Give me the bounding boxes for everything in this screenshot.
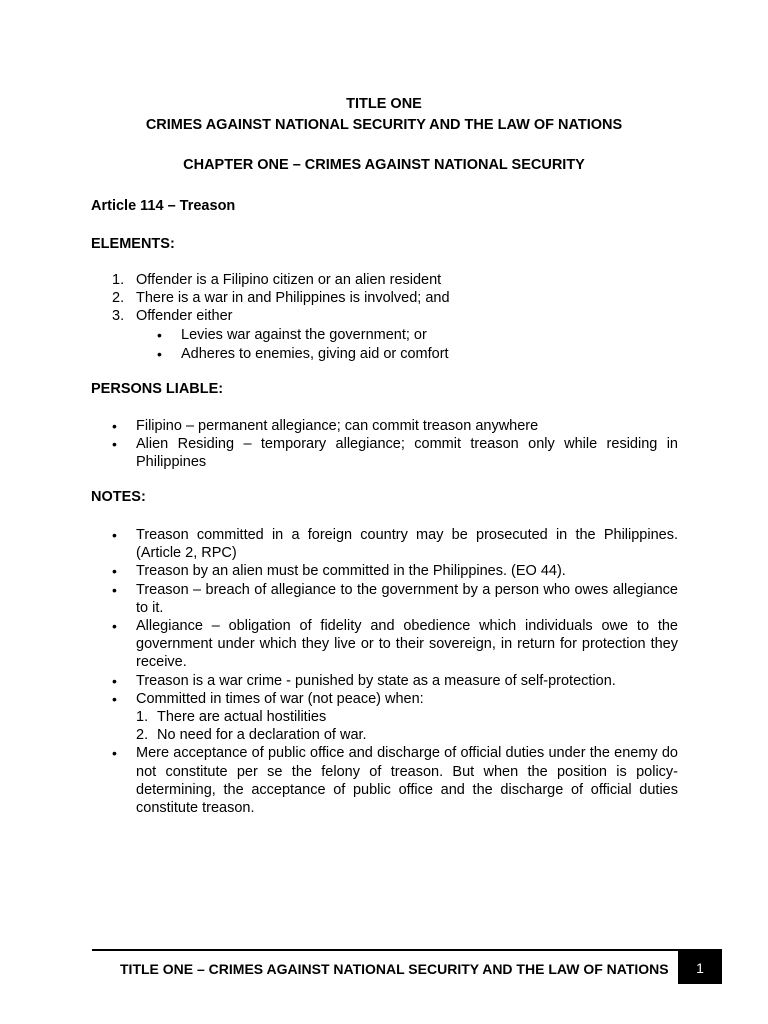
list-item-text: Treason committed in a foreign country may be prosecuted in the Philippines. (Article 2, RPC) [136, 527, 678, 562]
bullet-icon: • [112, 618, 117, 635]
list-item-text: No need for a declaration of war. [157, 727, 367, 744]
page-number [678, 951, 722, 984]
list-number: 1. [136, 709, 149, 726]
list-item-text: There are actual hostilities [157, 709, 327, 726]
list-item [112, 435, 678, 471]
list-item [112, 744, 678, 817]
list-item-text: Offender is a Filipino citizen or an alien resident [136, 272, 442, 288]
list-number: 1. [112, 272, 125, 288]
list-number: 3. [112, 308, 125, 325]
list-item-text: Offender either [136, 308, 233, 325]
list-item-text: Filipino – permanent allegiance; can commit treason anywhere [136, 418, 539, 434]
list-item-text: There is a war in and Philippines is involved; and [136, 290, 450, 307]
title-line: TITLE ONE [346, 96, 422, 112]
bullet-icon: • [112, 745, 117, 762]
list-item [157, 326, 582, 346]
elements-sublist [112, 326, 582, 365]
elements-heading: ELEMENTS: [91, 236, 175, 252]
list-item-text: Mere acceptance of public office and discharge of official duties under the enemy do not constitute per se the felony of treason. But when the position is policy-determining, the acceptance of public office and the discharge of official duties constitute treason. [136, 745, 678, 817]
title-subline: CRIMES AGAINST NATIONAL SECURITY AND THE LAW OF NATIONS [145, 117, 623, 133]
list-item-text: Committed in times of war (not peace) when: [136, 690, 424, 707]
bullet-icon: • [112, 690, 117, 707]
list-number: 2. [136, 727, 149, 744]
bullet-icon: • [112, 527, 117, 543]
bullet-icon: • [112, 563, 117, 580]
list-item [112, 562, 678, 580]
elements-list [112, 271, 582, 365]
article-heading: Article 114 – Treason [91, 198, 236, 214]
persons-liable-list [112, 417, 678, 472]
list-item [136, 726, 678, 744]
persons-liable-heading: PERSONS LIABLE: [91, 381, 224, 397]
list-item-text: Alien Residing – temporary allegiance; commit treason only while residing in Philippines [136, 436, 678, 471]
list-item [112, 289, 582, 307]
list-item [112, 307, 582, 364]
bullet-icon: • [157, 326, 162, 343]
list-item-text: Adheres to enemies, giving aid or comfort [181, 346, 449, 363]
list-item-text: Levies war against the government; or [181, 326, 427, 343]
list-item [112, 581, 678, 617]
bullet-icon: • [112, 436, 117, 453]
notes-list [112, 526, 678, 817]
bullet-icon: • [112, 581, 117, 598]
bullet-icon: • [112, 418, 117, 434]
list-item [112, 690, 678, 745]
list-item [112, 672, 678, 690]
page-number-label: 1 [696, 959, 704, 976]
list-item-text: Allegiance – obligation of fidelity and obedience which individuals owe to the government under which they live or to their sovereign, in return for protection they receive. [136, 618, 678, 671]
bullet-icon: • [112, 672, 117, 689]
list-item [157, 345, 582, 365]
bullet-icon: • [157, 346, 162, 363]
war-conditions-list [136, 708, 678, 744]
footer-title: TITLE ONE – CRIMES AGAINST NATIONAL SECURITY AND THE LAW OF NATIONS [120, 961, 669, 977]
footer-divider [92, 949, 722, 951]
list-item-text: Treason is a war crime - punished by state as a measure of self-protection. [136, 672, 616, 689]
notes-heading: NOTES: [91, 489, 146, 505]
list-item [112, 271, 582, 289]
chapter-heading: CHAPTER ONE – CRIMES AGAINST NATIONAL SECURITY [183, 157, 585, 173]
list-item-text: Treason by an alien must be committed in the Philippines. (EO 44). [136, 563, 566, 580]
list-number: 2. [112, 290, 125, 307]
list-item-text: Treason – breach of allegiance to the government by a person who owes allegiance to it. [136, 581, 678, 616]
list-item [112, 417, 678, 435]
list-item [112, 526, 678, 562]
list-item [136, 708, 678, 726]
list-item [112, 617, 678, 672]
